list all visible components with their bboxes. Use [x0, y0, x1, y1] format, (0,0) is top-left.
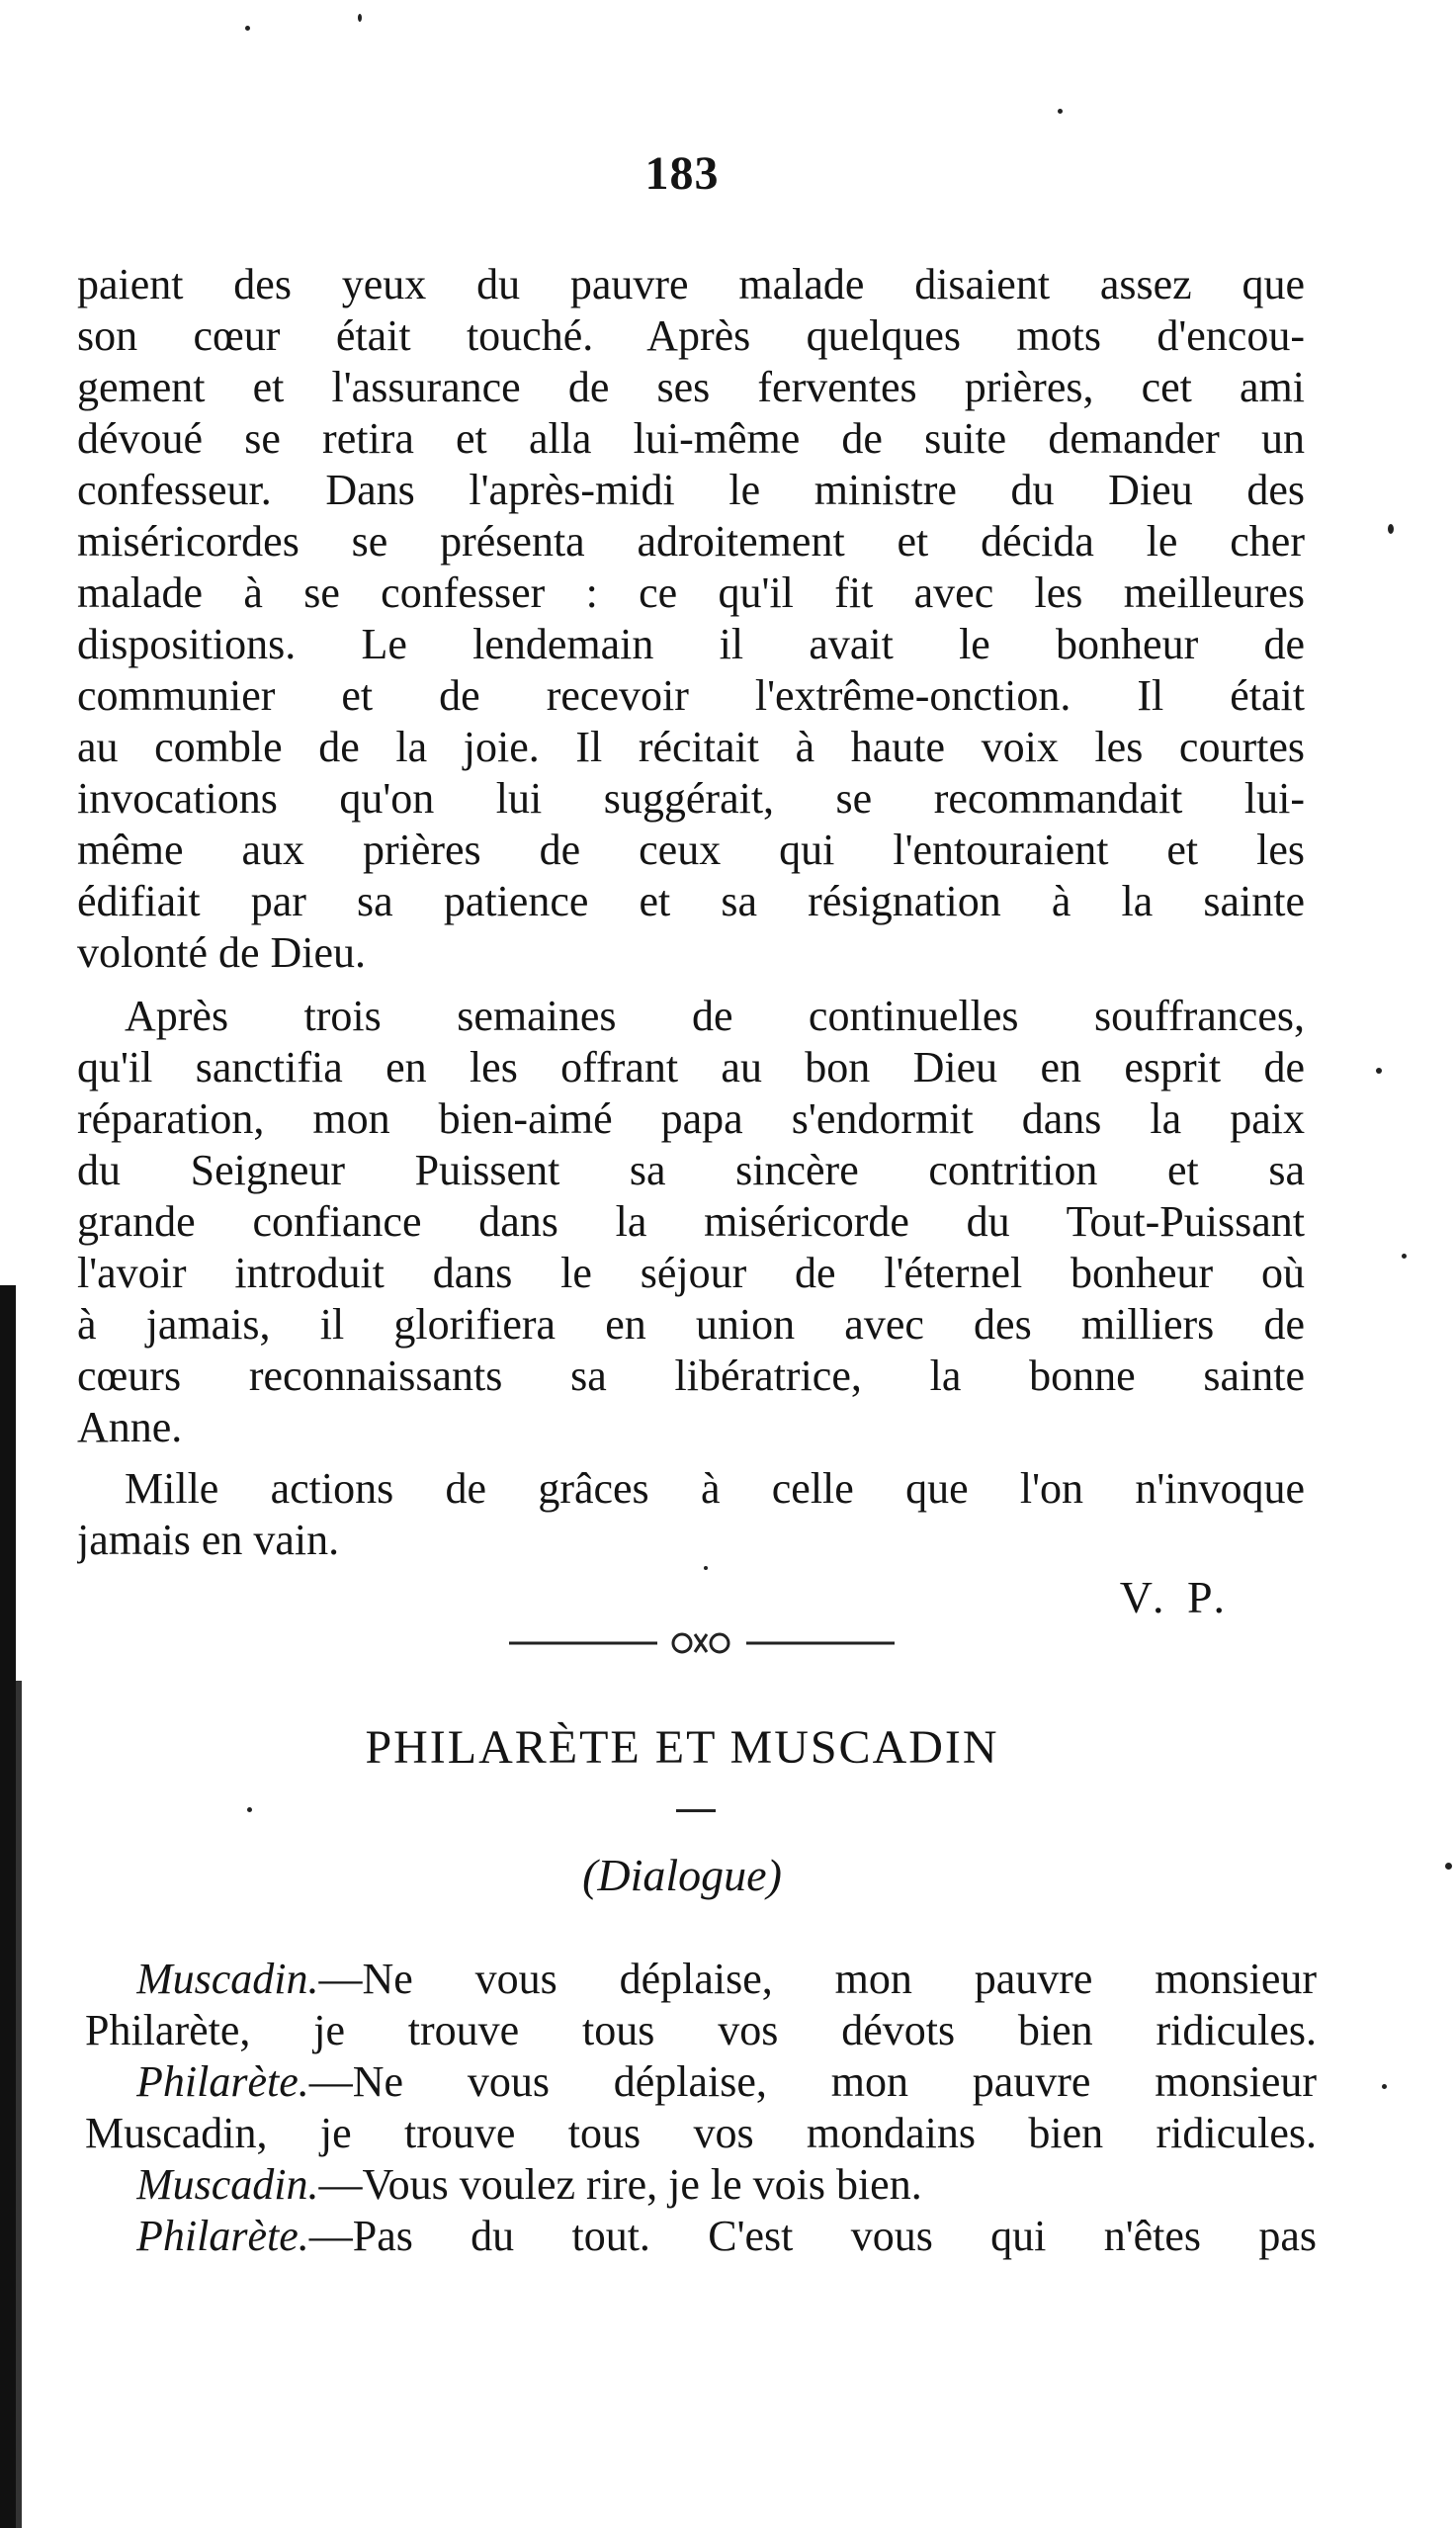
- binding-shadow: [0, 1285, 16, 2528]
- scan-speck: [704, 1566, 708, 1570]
- scan-speck: [247, 1807, 252, 1812]
- text-line: son cœur était touché. Après quelques mots d'encou-: [77, 311, 1305, 360]
- scan-speck: [1402, 1254, 1407, 1259]
- text-line: miséricordes se présenta adroitement et décida le cher: [77, 517, 1305, 566]
- section-subtitle: (Dialogue): [582, 1850, 782, 1900]
- scan-speck: [245, 26, 250, 31]
- dialogue-text: —Vous voulez rire, je le vois bien.: [318, 2160, 922, 2209]
- text-line: réparation, mon bien-aimé papa s'endormit dans la paix: [77, 1094, 1305, 1143]
- dialogue-text: Philarète, je trouve tous vos dévots bien ridicules.: [85, 2006, 1317, 2054]
- speaker-name: Philarète.: [136, 2057, 309, 2106]
- text-line: à jamais, il glorifiera en union avec des milliers de: [77, 1300, 1305, 1349]
- scan-speck: [1058, 109, 1063, 114]
- text-line: malade à se confesser : ce qu'il fit avec les meilleures: [77, 568, 1305, 617]
- speaker-name: Muscadin.: [136, 1955, 319, 2003]
- speaker-name: Muscadin.: [136, 2160, 319, 2209]
- title-rule: [676, 1809, 716, 1812]
- text-line: du Seigneur Puissent sa sincère contrition et sa: [77, 1146, 1305, 1194]
- scan-speck: [1445, 1863, 1452, 1870]
- text-line: paient des yeux du pauvre malade disaient assez que: [77, 260, 1305, 308]
- text-line: Anne.: [77, 1403, 183, 1451]
- page-number: 183: [644, 147, 720, 200]
- scan-speck: [1376, 1068, 1382, 1074]
- text-line: dispositions. Le lendemain il avait le bonheur de: [77, 620, 1305, 668]
- dialogue-line: [136, 1954, 1317, 2005]
- dialogue-line: [136, 2159, 1317, 2211]
- dialogue-line: [85, 2005, 1317, 2056]
- dialogue-text: Muscadin, je trouve tous vos mondains bien ridicules.: [85, 2109, 1317, 2157]
- divider-ornament: [509, 1623, 895, 1663]
- text-line: édifiait par sa patience et sa résignation à la sainte: [77, 877, 1305, 925]
- dialogue-line: [136, 2211, 1317, 2262]
- text-line: volonté de Dieu.: [77, 928, 367, 977]
- text-line: au comble de la joie. Il récitait à haute voix les courtes: [77, 723, 1305, 771]
- dialogue-text: —Pas du tout. C'est vous qui n'êtes pas: [308, 2212, 1317, 2260]
- text-line: invocations qu'on lui suggérait, se recommandait lui-: [77, 774, 1305, 823]
- text-line: qu'il sanctifia en les offrant au bon Dieu en esprit de: [77, 1043, 1305, 1091]
- text-line: Mille actions de grâces à celle que l'on n'invoque: [125, 1464, 1305, 1513]
- text-line: confesseur. Dans l'après-midi le ministre du Dieu des: [77, 466, 1305, 514]
- text-line: l'avoir introduit dans le séjour de l'éternel bonheur où: [77, 1249, 1305, 1297]
- text-line: dévoué se retira et alla lui-même de suite demander un: [77, 414, 1305, 463]
- text-line: jamais en vain.: [77, 1516, 340, 1564]
- binding-shadow-inner: [16, 1681, 22, 2528]
- scan-speck: [358, 14, 362, 22]
- scan-speck: [1382, 2084, 1387, 2089]
- speaker-name: Philarète.: [136, 2212, 309, 2260]
- text-line: cœurs reconnaissants sa libératrice, la bonne sainte: [77, 1351, 1305, 1400]
- dialogue-line: [85, 2108, 1317, 2159]
- section-title: PHILARÈTE ET MUSCADIN: [365, 1721, 999, 1774]
- dialogue-line: [136, 2056, 1317, 2108]
- dialogue-text: —Ne vous déplaise, mon pauvre monsieur: [318, 1955, 1317, 2003]
- text-line: communier et de recevoir l'extrême-onction. Il était: [77, 671, 1305, 720]
- text-line: grande confiance dans la miséricorde du Tout-Puissant: [77, 1197, 1305, 1246]
- text-line: gement et l'assurance de ses ferventes prières, cet ami: [77, 363, 1305, 411]
- scan-speck: [1388, 524, 1394, 534]
- signature: V. P.: [1119, 1572, 1231, 1622]
- text-line: Après trois semaines de continuelles souffrances,: [125, 992, 1305, 1040]
- dialogue-text: —Ne vous déplaise, mon pauvre monsieur: [308, 2057, 1317, 2106]
- text-line: même aux prières de ceux qui l'entouraient et les: [77, 826, 1305, 874]
